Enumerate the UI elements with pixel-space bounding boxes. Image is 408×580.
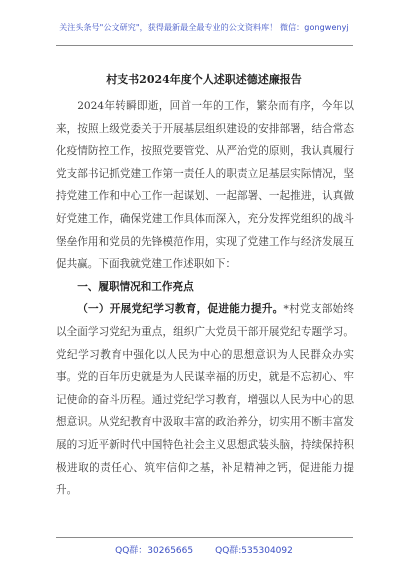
sub-section-heading: （一）开展党纪学习教育，促进能力提升。: [77, 303, 284, 316]
header-banner: 关注头条号"公文研究"，获得最新最全最专业的公文资料库！ 微信：gongwenyj: [59, 23, 349, 32]
document-title: 村支书2024年度个人述职述德述廉报告: [106, 73, 302, 86]
sub-section-body: *村党支部始终以全面学习党纪为重点，组织广大党员干部开展党纪专题学习。党纪学习教育中强化以人民为中心的思想意识为人民群众办实事。党的百年历史就是为人民谋幸福的历史，就是不忘初心、牢记使命的奋斗历程。通过党纪学习教育，增强以人民为中心的思想意识。从党纪教育中汲取丰富的政治养分，切实用不断丰富发展的习近平新时代中国特色社会主义思想武装头脑，持续保持积极进取的责任心、筑牢信仰之基，补足精神之钙，促进能力提升。: [56, 303, 355, 497]
document-body: [56, 95, 354, 502]
sub-section-paragraph: [56, 298, 354, 501]
intro-paragraph: 2024年转瞬即逝，回首一年的工作，繁杂而有序，今年以来，按照上级党委关于开展基层组织建设的安排部署，结合常态化疫情防控工作，按照党要管党、从严治党的原则，我认真履行党支部书记抓党建工作第一责任人的职责立足基层实际情况，坚持党建工作和中心工作一起谋划、一起部署、一起推进，认真做好党建工作，确保党建工作具体而深入，充分发挥党组织的战斗堡垒作用和党员的先锋模范作用，实现了党建工作与经济发展互促共赢。下面我就党建工作述职如下：: [56, 100, 354, 271]
section-heading: 一、履职情况和工作亮点: [77, 280, 194, 293]
footer-qq-group-2: QQ群:535304092: [215, 546, 293, 556]
footer-qq-group-1: QQ群：30265665: [115, 546, 194, 556]
header-divider: [56, 45, 353, 46]
footer-divider: [56, 537, 353, 538]
footer: [0, 543, 408, 556]
